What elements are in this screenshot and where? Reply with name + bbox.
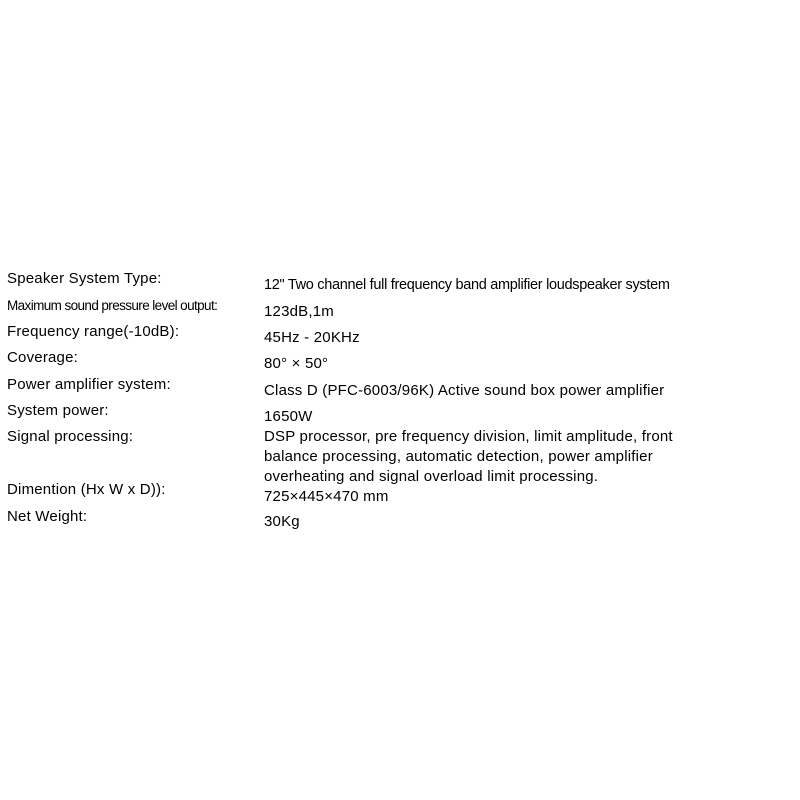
spec-label-frequency-range: Frequency range(-10dB): xyxy=(7,323,180,340)
spec-value-line: 80° × 50° xyxy=(264,355,329,372)
spec-value-line: 30Kg xyxy=(264,513,300,530)
spec-value-frequency-range xyxy=(264,328,784,348)
spec-label-dimension: Dimention (Hx W x D)): xyxy=(7,481,166,498)
spec-value-system-power xyxy=(264,407,784,427)
spec-value-max-spl xyxy=(264,302,784,322)
spec-value-dimension xyxy=(264,487,784,507)
spec-value-speaker-system-type xyxy=(264,275,784,295)
spec-label-signal-processing: Signal processing: xyxy=(7,428,134,445)
spec-value-line: 725×445×470 mm xyxy=(264,488,389,505)
spec-value-line: balance processing, automatic detection, power amplifier xyxy=(264,448,653,465)
spec-value-line: Class D (PFC-6003/96K) Active sound box power amplifier xyxy=(264,382,665,399)
spec-label-power-amplifier-system: Power amplifier system: xyxy=(7,376,171,393)
spec-value-coverage xyxy=(264,354,784,374)
spec-value-power-amplifier-system xyxy=(264,381,784,401)
spec-label-speaker-system-type: Speaker System Type: xyxy=(7,270,162,287)
spec-value-line: 123dB,1m xyxy=(264,303,334,320)
spec-value-signal-processing xyxy=(264,427,784,487)
spec-value-net-weight xyxy=(264,512,784,532)
spec-label-net-weight: Net Weight: xyxy=(7,508,88,525)
spec-value-line: 1650W xyxy=(264,408,313,425)
spec-label-max-spl: Maximum sound pressure level output: xyxy=(7,298,218,313)
spec-value-line: overheating and signal overload limit processing. xyxy=(264,468,599,485)
spec-label-coverage: Coverage: xyxy=(7,349,79,366)
spec-value-line: 12" Two channel full frequency band amplifier loudspeaker system xyxy=(264,277,670,293)
spec-value-line: DSP processor, pre frequency division, limit amplitude, front xyxy=(264,428,673,445)
spec-label-system-power: System power: xyxy=(7,402,109,419)
spec-value-line: 45Hz - 20KHz xyxy=(264,329,360,346)
